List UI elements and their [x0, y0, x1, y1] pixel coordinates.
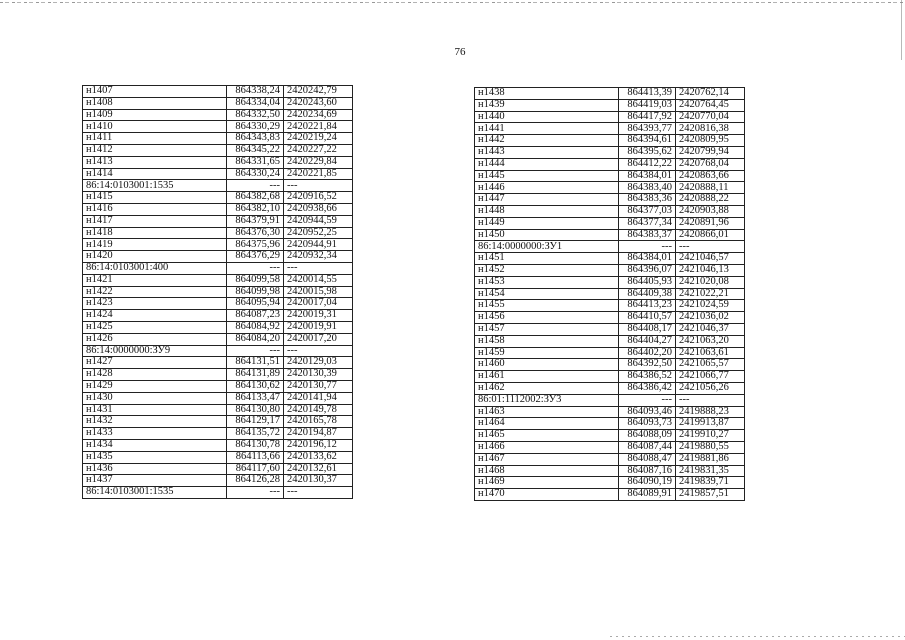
table-row: [83, 380, 353, 392]
table-row: [83, 239, 353, 251]
point-name-cell: н1466: [475, 441, 619, 453]
point-name-cell: н1459: [475, 347, 619, 359]
table-row: [475, 158, 745, 170]
table-row: [83, 192, 353, 204]
point-name-cell: 86:14:0103001:1535: [83, 487, 227, 499]
y-coordinate-cell: 2420132,61: [284, 463, 353, 475]
point-name-cell: н1446: [475, 182, 619, 194]
table-row: [83, 463, 353, 475]
table-row: [83, 475, 353, 487]
x-coordinate-cell: 864089,91: [619, 489, 676, 501]
point-name-cell: 86:01:1112002:ЗУ3: [475, 394, 619, 406]
point-name-cell: 86:14:0103001:1535: [83, 180, 227, 192]
point-name-cell: н1407: [83, 86, 227, 98]
point-name-cell: н1434: [83, 439, 227, 451]
table-row: [475, 182, 745, 194]
y-coordinate-cell: 2420229,84: [284, 156, 353, 168]
y-coordinate-cell: ---: [284, 180, 353, 192]
x-coordinate-cell: 864332,50: [227, 109, 284, 121]
x-coordinate-cell: 864095,94: [227, 298, 284, 310]
y-coordinate-cell: ---: [676, 241, 745, 253]
y-coordinate-cell: 2420809,95: [676, 135, 745, 147]
x-coordinate-cell: 864084,20: [227, 333, 284, 345]
point-name-cell: н1429: [83, 380, 227, 392]
point-name-cell: н1463: [475, 406, 619, 418]
point-name-cell: н1435: [83, 451, 227, 463]
table-row: [475, 123, 745, 135]
x-coordinate-cell: 864090,19: [619, 477, 676, 489]
table-row: [475, 194, 745, 206]
point-name-cell: н1457: [475, 323, 619, 335]
table-row: [83, 357, 353, 369]
x-coordinate-cell: 864130,78: [227, 439, 284, 451]
table-row: [83, 262, 353, 274]
table-row: [83, 310, 353, 322]
x-coordinate-cell: 864084,92: [227, 321, 284, 333]
x-coordinate-cell: ---: [227, 487, 284, 499]
table-row: [475, 312, 745, 324]
table-row: [83, 203, 353, 215]
x-coordinate-cell: 864330,24: [227, 168, 284, 180]
point-name-cell: н1436: [83, 463, 227, 475]
point-name-cell: н1438: [475, 88, 619, 100]
y-coordinate-cell: 2420916,52: [284, 192, 353, 204]
y-coordinate-cell: 2419913,87: [676, 418, 745, 430]
point-name-cell: н1442: [475, 135, 619, 147]
x-coordinate-cell: 864419,03: [619, 99, 676, 111]
x-coordinate-cell: 864338,24: [227, 86, 284, 98]
table-row: [475, 465, 745, 477]
table-row: [475, 323, 745, 335]
y-coordinate-cell: 2421022,21: [676, 288, 745, 300]
table-row: [475, 382, 745, 394]
x-coordinate-cell: 864402,20: [619, 347, 676, 359]
table-row: [83, 133, 353, 145]
table-row: [83, 321, 353, 333]
point-name-cell: н1445: [475, 170, 619, 182]
point-name-cell: н1451: [475, 253, 619, 265]
point-name-cell: н1420: [83, 251, 227, 263]
point-name-cell: н1450: [475, 229, 619, 241]
point-name-cell: н1424: [83, 310, 227, 322]
y-coordinate-cell: 2420863,66: [676, 170, 745, 182]
table-row: [475, 217, 745, 229]
x-coordinate-cell: 864384,01: [619, 253, 676, 265]
x-coordinate-cell: 864129,17: [227, 416, 284, 428]
x-coordinate-cell: 864377,03: [619, 205, 676, 217]
x-coordinate-cell: 864409,38: [619, 288, 676, 300]
table-row: [475, 88, 745, 100]
y-coordinate-cell: 2420221,85: [284, 168, 353, 180]
table-row: [83, 274, 353, 286]
y-coordinate-cell: 2420141,94: [284, 392, 353, 404]
point-name-cell: н1447: [475, 194, 619, 206]
table-row: [475, 489, 745, 501]
y-coordinate-cell: 2420149,78: [284, 404, 353, 416]
y-coordinate-cell: 2421066,77: [676, 371, 745, 383]
y-coordinate-cell: 2420133,62: [284, 451, 353, 463]
point-name-cell: н1461: [475, 371, 619, 383]
x-coordinate-cell: 864088,47: [619, 453, 676, 465]
y-coordinate-cell: ---: [284, 262, 353, 274]
x-coordinate-cell: ---: [227, 262, 284, 274]
table-row: [83, 168, 353, 180]
y-coordinate-cell: 2420770,04: [676, 111, 745, 123]
point-name-cell: н1460: [475, 359, 619, 371]
y-coordinate-cell: 2420165,78: [284, 416, 353, 428]
table-row: [83, 298, 353, 310]
y-coordinate-cell: ---: [676, 394, 745, 406]
x-coordinate-cell: 864413,23: [619, 300, 676, 312]
point-name-cell: н1417: [83, 215, 227, 227]
x-coordinate-cell: 864394,61: [619, 135, 676, 147]
x-coordinate-cell: 864087,23: [227, 310, 284, 322]
table-row: [83, 439, 353, 451]
table-row: [475, 135, 745, 147]
x-coordinate-cell: 864377,34: [619, 217, 676, 229]
table-row: [475, 253, 745, 265]
point-name-cell: н1414: [83, 168, 227, 180]
y-coordinate-cell: 2420196,12: [284, 439, 353, 451]
x-coordinate-cell: 864334,04: [227, 97, 284, 109]
table-row: [83, 144, 353, 156]
table-row: [83, 251, 353, 263]
x-coordinate-cell: 864375,96: [227, 239, 284, 251]
table-row: [475, 453, 745, 465]
table-row: [83, 369, 353, 381]
point-name-cell: н1437: [83, 475, 227, 487]
y-coordinate-cell: 2420130,39: [284, 369, 353, 381]
point-name-cell: 86:14:0000000:ЗУ9: [83, 345, 227, 357]
table-row: [475, 229, 745, 241]
y-coordinate-cell: 2421046,57: [676, 253, 745, 265]
y-coordinate-cell: 2420932,34: [284, 251, 353, 263]
point-name-cell: н1465: [475, 430, 619, 442]
table-row: [475, 288, 745, 300]
point-name-cell: н1458: [475, 335, 619, 347]
table-row: [475, 347, 745, 359]
table-row: [83, 109, 353, 121]
x-coordinate-cell: 864404,27: [619, 335, 676, 347]
y-coordinate-cell: 2420762,14: [676, 88, 745, 100]
table-row: [83, 416, 353, 428]
y-coordinate-cell: 2420221,84: [284, 121, 353, 133]
x-coordinate-cell: ---: [619, 241, 676, 253]
point-name-cell: н1462: [475, 382, 619, 394]
point-name-cell: н1423: [83, 298, 227, 310]
point-name-cell: н1426: [83, 333, 227, 345]
y-coordinate-cell: 2420952,25: [284, 227, 353, 239]
table-row: [475, 394, 745, 406]
x-coordinate-cell: 864386,52: [619, 371, 676, 383]
y-coordinate-cell: 2420219,24: [284, 133, 353, 145]
y-coordinate-cell: 2420019,91: [284, 321, 353, 333]
y-coordinate-cell: 2419888,23: [676, 406, 745, 418]
point-name-cell: н1454: [475, 288, 619, 300]
y-coordinate-cell: 2420130,37: [284, 475, 353, 487]
point-name-cell: н1444: [475, 158, 619, 170]
y-coordinate-cell: 2421046,13: [676, 264, 745, 276]
point-name-cell: н1464: [475, 418, 619, 430]
x-coordinate-cell: 864412,22: [619, 158, 676, 170]
x-coordinate-cell: 864133,47: [227, 392, 284, 404]
point-name-cell: н1422: [83, 286, 227, 298]
point-name-cell: н1421: [83, 274, 227, 286]
point-name-cell: н1455: [475, 300, 619, 312]
x-coordinate-cell: 864408,17: [619, 323, 676, 335]
table-row: [475, 477, 745, 489]
x-coordinate-cell: 864130,80: [227, 404, 284, 416]
table-row: [475, 418, 745, 430]
x-coordinate-cell: 864410,57: [619, 312, 676, 324]
point-name-cell: н1425: [83, 321, 227, 333]
y-coordinate-cell: 2421065,57: [676, 359, 745, 371]
x-coordinate-cell: 864087,44: [619, 441, 676, 453]
point-name-cell: н1440: [475, 111, 619, 123]
y-coordinate-cell: 2420888,22: [676, 194, 745, 206]
point-name-cell: н1416: [83, 203, 227, 215]
point-name-cell: 86:14:0000000:ЗУ1: [475, 241, 619, 253]
x-coordinate-cell: 864393,77: [619, 123, 676, 135]
y-coordinate-cell: 2420015,98: [284, 286, 353, 298]
y-coordinate-cell: 2420129,03: [284, 357, 353, 369]
y-coordinate-cell: 2419839,71: [676, 477, 745, 489]
point-name-cell: н1467: [475, 453, 619, 465]
table-row: [83, 487, 353, 499]
table-row: [475, 371, 745, 383]
table-row: [475, 241, 745, 253]
point-name-cell: н1419: [83, 239, 227, 251]
table-row: [83, 121, 353, 133]
y-coordinate-cell: 2419881,86: [676, 453, 745, 465]
y-coordinate-cell: 2420243,60: [284, 97, 353, 109]
x-coordinate-cell: 864113,66: [227, 451, 284, 463]
coordinates-table-right: [474, 87, 745, 501]
y-coordinate-cell: ---: [284, 487, 353, 499]
scan-edge-top: [0, 2, 905, 3]
point-name-cell: н1427: [83, 357, 227, 369]
y-coordinate-cell: 2419831,35: [676, 465, 745, 477]
y-coordinate-cell: 2420194,87: [284, 428, 353, 440]
y-coordinate-cell: ---: [284, 345, 353, 357]
point-name-cell: н1469: [475, 477, 619, 489]
point-name-cell: н1413: [83, 156, 227, 168]
y-coordinate-cell: 2420799,94: [676, 146, 745, 158]
table-row: [83, 97, 353, 109]
table-row: [83, 333, 353, 345]
point-name-cell: н1411: [83, 133, 227, 145]
point-name-cell: н1443: [475, 146, 619, 158]
y-coordinate-cell: 2420888,11: [676, 182, 745, 194]
table-row: [83, 180, 353, 192]
y-coordinate-cell: 2421046,37: [676, 323, 745, 335]
table-row: [83, 451, 353, 463]
table-row: [83, 286, 353, 298]
x-coordinate-cell: ---: [227, 180, 284, 192]
x-coordinate-cell: 864383,37: [619, 229, 676, 241]
x-coordinate-cell: 864382,68: [227, 192, 284, 204]
x-coordinate-cell: 864376,30: [227, 227, 284, 239]
y-coordinate-cell: 2420017,04: [284, 298, 353, 310]
x-coordinate-cell: 864379,91: [227, 215, 284, 227]
x-coordinate-cell: 864384,01: [619, 170, 676, 182]
table-row: [83, 156, 353, 168]
point-name-cell: н1410: [83, 121, 227, 133]
y-coordinate-cell: 2420866,01: [676, 229, 745, 241]
point-name-cell: н1408: [83, 97, 227, 109]
y-coordinate-cell: 2420816,38: [676, 123, 745, 135]
x-coordinate-cell: 864099,58: [227, 274, 284, 286]
table-row: [475, 430, 745, 442]
table-row: [475, 264, 745, 276]
y-coordinate-cell: 2420944,59: [284, 215, 353, 227]
x-coordinate-cell: 864382,10: [227, 203, 284, 215]
page-number: 76: [454, 46, 466, 58]
point-name-cell: н1449: [475, 217, 619, 229]
x-coordinate-cell: 864131,51: [227, 357, 284, 369]
y-coordinate-cell: 2419880,55: [676, 441, 745, 453]
x-coordinate-cell: 864130,62: [227, 380, 284, 392]
y-coordinate-cell: 2419857,51: [676, 489, 745, 501]
point-name-cell: н1470: [475, 489, 619, 501]
point-name-cell: н1431: [83, 404, 227, 416]
y-coordinate-cell: 2421063,20: [676, 335, 745, 347]
x-coordinate-cell: 864413,39: [619, 88, 676, 100]
x-coordinate-cell: 864345,22: [227, 144, 284, 156]
y-coordinate-cell: 2420017,20: [284, 333, 353, 345]
point-name-cell: н1428: [83, 369, 227, 381]
x-coordinate-cell: 864383,36: [619, 194, 676, 206]
y-coordinate-cell: 2419910,27: [676, 430, 745, 442]
y-coordinate-cell: 2420938,66: [284, 203, 353, 215]
table-row: [475, 111, 745, 123]
point-name-cell: н1468: [475, 465, 619, 477]
y-coordinate-cell: 2421036,02: [676, 312, 745, 324]
y-coordinate-cell: 2420944,91: [284, 239, 353, 251]
table-row: [83, 392, 353, 404]
y-coordinate-cell: 2421024,59: [676, 300, 745, 312]
point-name-cell: н1409: [83, 109, 227, 121]
table-row: [83, 345, 353, 357]
x-coordinate-cell: 864135,72: [227, 428, 284, 440]
point-name-cell: н1415: [83, 192, 227, 204]
point-name-cell: н1448: [475, 205, 619, 217]
y-coordinate-cell: 2421020,08: [676, 276, 745, 288]
point-name-cell: н1456: [475, 312, 619, 324]
table-row: [475, 359, 745, 371]
coordinates-table-left: [82, 85, 353, 499]
table-row: [83, 86, 353, 98]
point-name-cell: н1441: [475, 123, 619, 135]
y-coordinate-cell: 2420227,22: [284, 144, 353, 156]
point-name-cell: н1452: [475, 264, 619, 276]
table-row: [475, 205, 745, 217]
x-coordinate-cell: 864331,65: [227, 156, 284, 168]
point-name-cell: 86:14:0103001:400: [83, 262, 227, 274]
table-row: [475, 300, 745, 312]
table-row: [475, 406, 745, 418]
x-coordinate-cell: 864093,46: [619, 406, 676, 418]
table-row: [83, 227, 353, 239]
x-coordinate-cell: 864417,92: [619, 111, 676, 123]
y-coordinate-cell: 2420234,69: [284, 109, 353, 121]
table-row: [475, 146, 745, 158]
x-coordinate-cell: 864093,73: [619, 418, 676, 430]
y-coordinate-cell: 2420768,04: [676, 158, 745, 170]
x-coordinate-cell: 864405,93: [619, 276, 676, 288]
table-row: [83, 428, 353, 440]
y-coordinate-cell: 2420242,79: [284, 86, 353, 98]
scan-edge-right: [901, 0, 902, 60]
point-name-cell: н1439: [475, 99, 619, 111]
y-coordinate-cell: 2420019,31: [284, 310, 353, 322]
x-coordinate-cell: 864396,07: [619, 264, 676, 276]
y-coordinate-cell: 2420014,55: [284, 274, 353, 286]
x-coordinate-cell: 864131,89: [227, 369, 284, 381]
x-coordinate-cell: 864087,16: [619, 465, 676, 477]
table-row: [83, 215, 353, 227]
x-coordinate-cell: 864383,40: [619, 182, 676, 194]
x-coordinate-cell: 864088,09: [619, 430, 676, 442]
x-coordinate-cell: 864330,29: [227, 121, 284, 133]
y-coordinate-cell: 2420130,77: [284, 380, 353, 392]
y-coordinate-cell: 2421063,61: [676, 347, 745, 359]
scan-edge-bottom: [610, 636, 905, 637]
table-row: [475, 170, 745, 182]
x-coordinate-cell: 864376,29: [227, 251, 284, 263]
y-coordinate-cell: 2421056,26: [676, 382, 745, 394]
y-coordinate-cell: 2420903,88: [676, 205, 745, 217]
table-row: [475, 441, 745, 453]
x-coordinate-cell: 864386,42: [619, 382, 676, 394]
x-coordinate-cell: 864099,98: [227, 286, 284, 298]
x-coordinate-cell: ---: [227, 345, 284, 357]
point-name-cell: н1418: [83, 227, 227, 239]
point-name-cell: н1433: [83, 428, 227, 440]
x-coordinate-cell: ---: [619, 394, 676, 406]
point-name-cell: н1412: [83, 144, 227, 156]
point-name-cell: н1430: [83, 392, 227, 404]
x-coordinate-cell: 864126,28: [227, 475, 284, 487]
point-name-cell: н1453: [475, 276, 619, 288]
y-coordinate-cell: 2420891,96: [676, 217, 745, 229]
x-coordinate-cell: 864392,50: [619, 359, 676, 371]
point-name-cell: н1432: [83, 416, 227, 428]
table-row: [475, 335, 745, 347]
table-row: [83, 404, 353, 416]
x-coordinate-cell: 864117,60: [227, 463, 284, 475]
table-row: [475, 99, 745, 111]
y-coordinate-cell: 2420764,45: [676, 99, 745, 111]
x-coordinate-cell: 864395,62: [619, 146, 676, 158]
x-coordinate-cell: 864343,83: [227, 133, 284, 145]
table-row: [475, 276, 745, 288]
